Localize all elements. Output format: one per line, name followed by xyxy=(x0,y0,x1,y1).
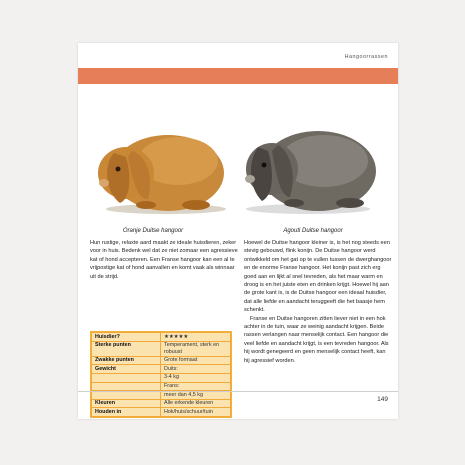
facts-value: meer dan 4,5 kg xyxy=(161,391,231,400)
photo-caption-left: Oranje Duitse hangoor xyxy=(122,228,184,234)
facts-value: 3-4 kg xyxy=(161,373,231,382)
facts-label xyxy=(92,373,161,382)
facts-table xyxy=(90,331,232,418)
facts-label: Huisdier? xyxy=(92,333,161,342)
photo-caption-right: Agouti Duitse hangoor xyxy=(283,228,343,234)
facts-value: Temperament, sterk en robuust xyxy=(161,341,231,356)
paragraph: Hun rustige, relaxte aard maakt ze ideale huisdieren, zeker voor in huis. Bedenk wel dat ze niet zomaar een agressieve kat of hond accepteren. Een Franse hangoor kan een al te vrijpostige kat of hond aanvallen en komt vaak als winnaar uit de strijd. xyxy=(90,240,238,280)
facts-value: Hok/huis/schuur/tuin xyxy=(161,408,231,417)
agouti-rabbit-photo xyxy=(238,91,378,221)
page-number: 149 xyxy=(377,396,388,403)
facts-row xyxy=(92,341,231,356)
facts-label: Sterke punten xyxy=(92,341,161,356)
facts-row xyxy=(92,408,231,417)
book-page xyxy=(78,43,398,419)
right-text-column xyxy=(244,239,392,365)
facts-row xyxy=(92,399,231,408)
facts-value: Grote formaat xyxy=(161,356,231,365)
facts-label xyxy=(92,382,161,391)
facts-label: Gewicht xyxy=(92,365,161,374)
facts-row xyxy=(92,382,231,391)
facts-label: Kleuren xyxy=(92,399,161,408)
divider xyxy=(78,391,398,392)
paragraph: Franse en Duitse hangoren zitten liever niet in een hok achter in de tuin, waar ze weinig aandacht krijgen. Beide rassen verlangen naar menselijk contact. Een hangoor die veel liefde en aandacht krijgt, is een tevreden hangoor. Als hij wordt genegeerd en geen menselijk contact heeft, kan hij agressief worden. xyxy=(244,315,389,364)
facts-row xyxy=(92,333,231,342)
section-title: Hangoorrassen xyxy=(344,54,388,60)
facts-value: Frans: xyxy=(161,382,231,391)
orange-rabbit-photo xyxy=(86,91,226,221)
facts-label: Zwakke punten xyxy=(92,356,161,365)
paragraph: Hoewel de Duitse hangoor kleiner is, is het nog steeds een stevig gebouwd, flink konijn. De Duitse hangoor werd ontwikkeld om het gat op te vullen tussen de dwerghangoor en de enorme Franse hangoor. Het konijn past zich erg goed aan en lijkt al snel tevreden, als het maar warm en droog is en het juiste eten en drinken krijgt. Hoewel hij aan de grote kant is, is de Duitse hangoor een ideaal huisdier, dat alle liefde en aandacht teruggeeft die het baasje hem schenkt. xyxy=(244,240,392,314)
facts-row xyxy=(92,365,231,374)
left-text-column xyxy=(90,239,238,281)
facts-row xyxy=(92,373,231,382)
facts-value: Alle erkende kleuren xyxy=(161,399,231,408)
facts-row xyxy=(92,356,231,365)
facts-value: ★★★★★ xyxy=(161,333,231,342)
facts-label: Houden in xyxy=(92,408,161,417)
color-band xyxy=(78,68,398,84)
facts-value: Duits: xyxy=(161,365,231,374)
